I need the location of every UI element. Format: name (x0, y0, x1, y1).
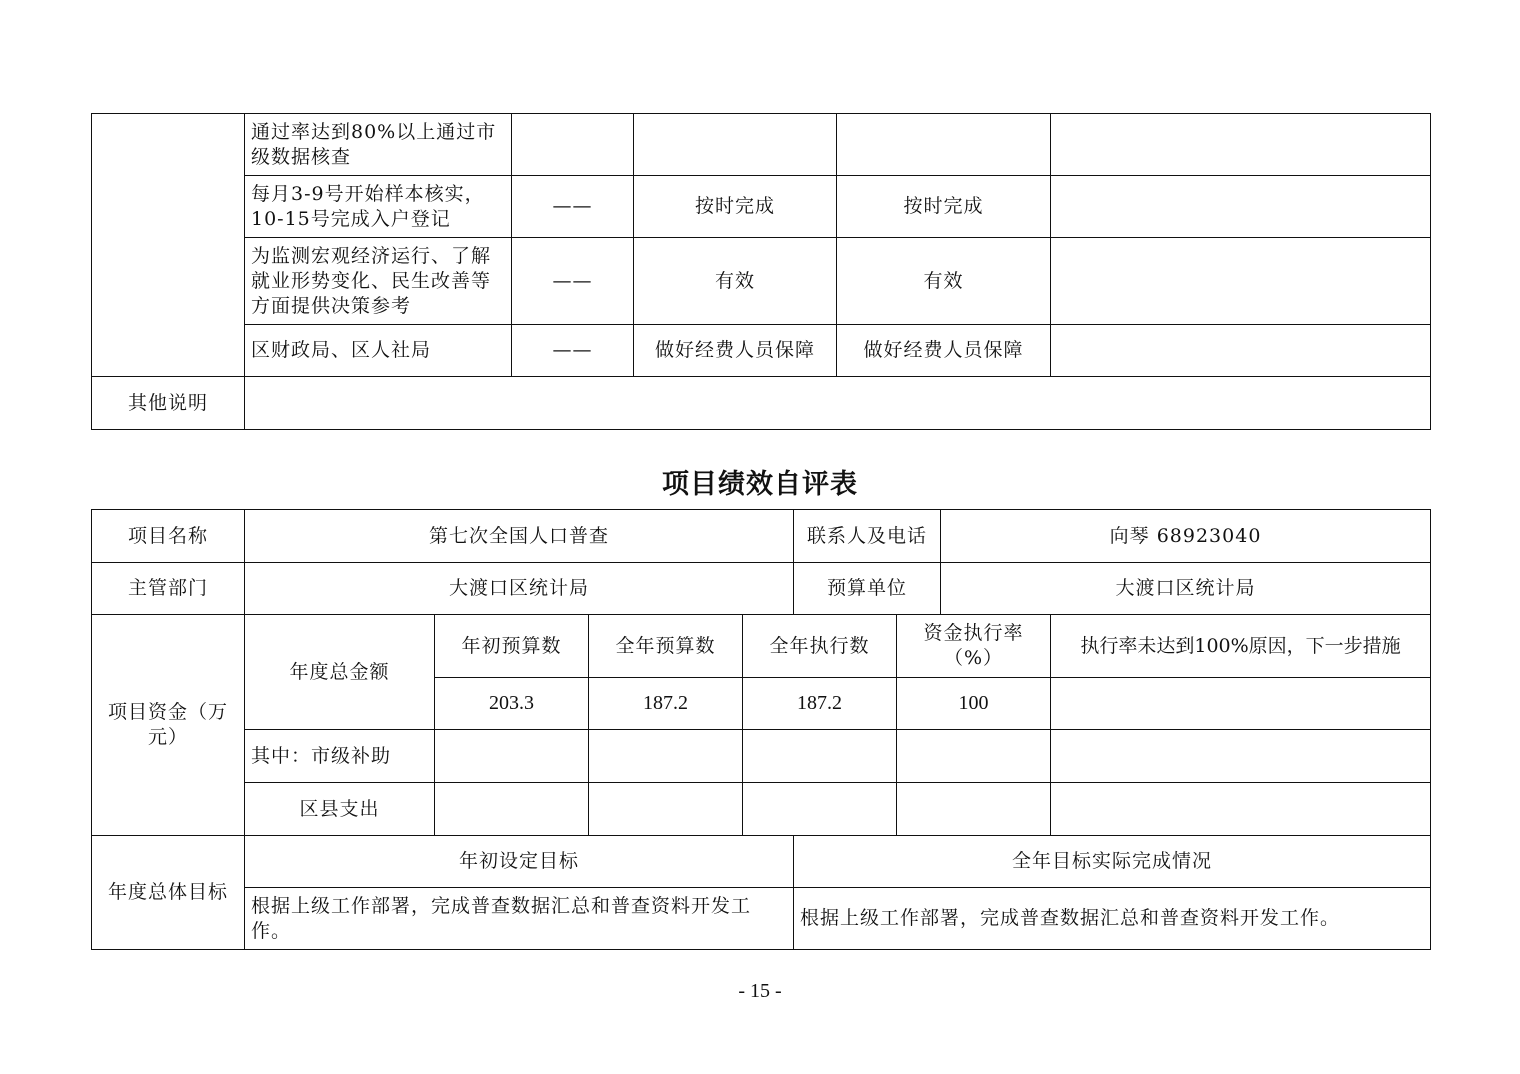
indicator-text: 区财政局、区人社局 (245, 325, 512, 377)
indicator-target: 按时完成 (634, 176, 837, 238)
annual-total-label: 年度总金额 (245, 615, 435, 730)
county-cell (435, 783, 589, 836)
project-performance-table (91, 509, 1431, 950)
indicator-mid (512, 114, 634, 176)
indicator-text: 每月3-9号开始样本核实，10-15号完成入户登记 (245, 176, 512, 238)
city-subsidy-label: 其中：市级补助 (245, 730, 435, 783)
reason-header: 执行率未达到100%原因，下一步措施 (1051, 615, 1431, 678)
indicator-note (1051, 325, 1431, 377)
goal-label: 年度总体目标 (92, 836, 245, 950)
indicator-mid: —— (512, 238, 634, 325)
dept-label: 主管部门 (92, 563, 245, 615)
county-label: 区县支出 (245, 783, 435, 836)
indicator-text: 通过率达到80%以上通过市级数据核查 (245, 114, 512, 176)
exec-rate-value: 100 (897, 678, 1051, 730)
contact-value: 向琴 68923040 (941, 510, 1431, 563)
county-cell (1051, 783, 1431, 836)
indicator-target: 做好经费人员保障 (634, 325, 837, 377)
indicator-target: 有效 (634, 238, 837, 325)
other-notes-label: 其他说明 (92, 377, 245, 430)
indicator-mid: —— (512, 176, 634, 238)
city-subsidy-cell (589, 730, 743, 783)
project-name: 第七次全国人口普查 (245, 510, 794, 563)
dept-value: 大渡口区统计局 (245, 563, 794, 615)
indicator-actual (837, 114, 1051, 176)
exec-rate-header: 资金执行率（%） (897, 615, 1051, 678)
city-subsidy-cell (743, 730, 897, 783)
indicator-actual: 按时完成 (837, 176, 1051, 238)
annual-exec-header: 全年执行数 (743, 615, 897, 678)
budget-unit-label: 预算单位 (794, 563, 941, 615)
goal-set-text: 根据上级工作部署，完成普查数据汇总和普查资料开发工作。 (245, 888, 794, 950)
indicator-category-cell (92, 114, 245, 377)
city-subsidy-cell (1051, 730, 1431, 783)
goal-actual-text: 根据上级工作部署，完成普查数据汇总和普查资料开发工作。 (794, 888, 1431, 950)
goal-set-header: 年初设定目标 (245, 836, 794, 888)
page-title: 项目绩效自评表 (662, 469, 858, 500)
county-cell (897, 783, 1051, 836)
goal-actual-header: 全年目标实际完成情况 (794, 836, 1431, 888)
page-number: - 15 - (738, 980, 782, 1002)
indicator-actual: 做好经费人员保障 (837, 325, 1051, 377)
annual-exec-value: 187.2 (743, 678, 897, 730)
indicator-note (1051, 114, 1431, 176)
other-notes-value (245, 377, 1431, 430)
indicator-mid: —— (512, 325, 634, 377)
funds-label: 项目资金（万元） (92, 615, 245, 836)
indicator-note (1051, 176, 1431, 238)
indicator-text: 为监测宏观经济运行、了解就业形势变化、民生改善等方面提供决策参考 (245, 238, 512, 325)
budget-unit-value: 大渡口区统计局 (941, 563, 1431, 615)
project-name-label: 项目名称 (92, 510, 245, 563)
annual-budget-header: 全年预算数 (589, 615, 743, 678)
annual-budget-value: 187.2 (589, 678, 743, 730)
city-subsidy-cell (897, 730, 1051, 783)
county-cell (589, 783, 743, 836)
reason-value (1051, 678, 1431, 730)
city-subsidy-cell (435, 730, 589, 783)
indicator-actual: 有效 (837, 238, 1051, 325)
indicator-note (1051, 238, 1431, 325)
county-cell (743, 783, 897, 836)
initial-budget-value: 203.3 (435, 678, 589, 730)
indicator-table-continued (91, 113, 1431, 430)
contact-label: 联系人及电话 (794, 510, 941, 563)
indicator-target (634, 114, 837, 176)
initial-budget-header: 年初预算数 (435, 615, 589, 678)
